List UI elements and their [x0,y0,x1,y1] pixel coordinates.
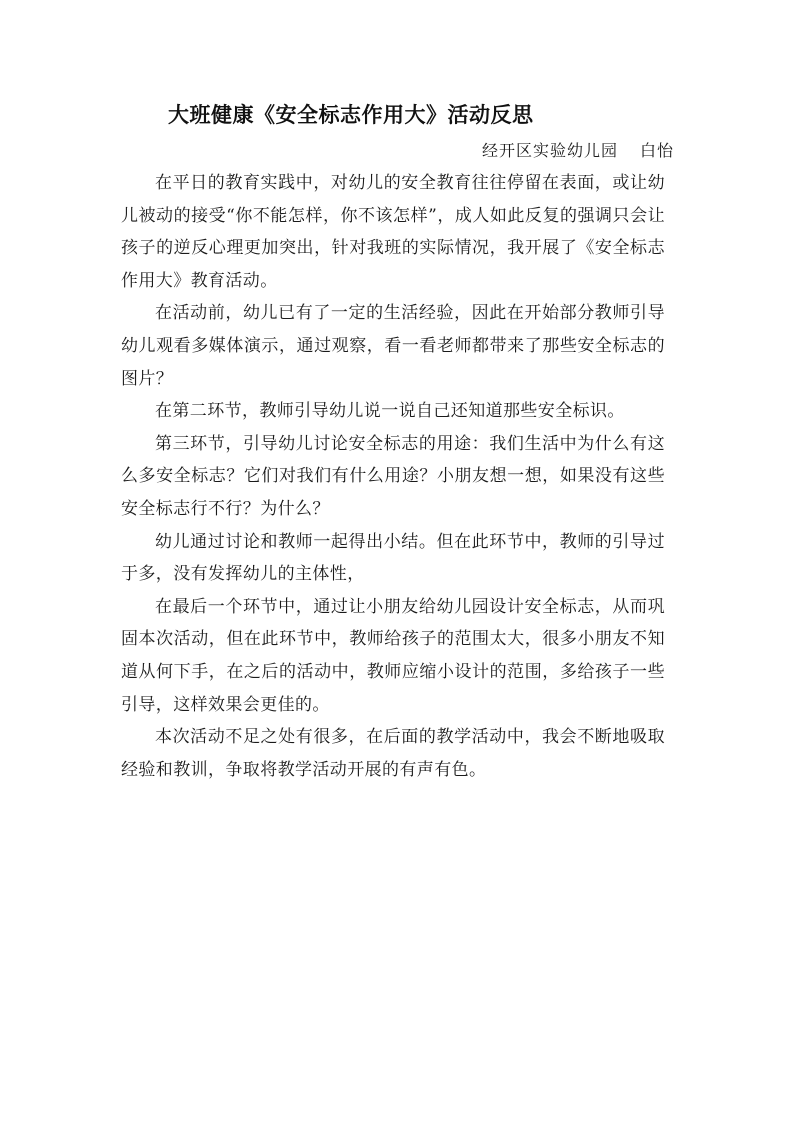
byline [482,138,674,161]
paragraph-6: 在最后一个环节中，通过让小朋友给幼儿园设计安全标志，从而巩固本次活动，但在此环节中，教师给孩子的范围太大，很多小朋友不知道从何下手，在之后的活动中，教师应缩小设计的范围，多给孩子一些引导，这样效果会更佳的。 [121,596,665,715]
paragraph-7: 本次活动不足之处有很多，在后面的教学活动中，我会不断地吸取经验和教训，争取将教学活动开展的有声有色。 [121,727,665,780]
paragraph-2: 在活动前，幼儿已有了一定的生活经验，因此在开始部分教师引导幼儿观看多媒体演示，通过观察，看一看老师都带来了那些安全标志的图片？ [121,303,665,389]
byline-school: 经开区实验幼儿园 [481,141,618,160]
paragraph-1: 在平日的教育实践中，对幼儿的安全教育往往停留在表面，或让幼儿被动的接受“你不能怎样，你不该怎样”，成人如此反复的强调只会让孩子的逆反心理更加突出，针对我班的实际情况，我开展了《安全标志作用大》教育活动。 [121,173,665,291]
paragraph-3: 在第二环节，教师引导幼儿说一说自己还知道那些安全标识。 [155,401,625,422]
paragraph-5: 幼儿通过讨论和教师一起得出小结。但在此环节中，教师的引导过于多，没有发挥幼儿的主体性， [121,531,665,585]
document-title: 大班健康《安全标志作用大》活动反思 [168,102,534,127]
byline-author: 白怡 [639,141,674,160]
paragraph-4: 第三环节，引导幼儿讨论安全标志的用途：我们生活中为什么有这么多安全标志？它们对我们有什么用途？小朋友想一想，如果没有这些安全标志行不行？为什么？ [121,433,665,519]
document-body [121,167,665,786]
